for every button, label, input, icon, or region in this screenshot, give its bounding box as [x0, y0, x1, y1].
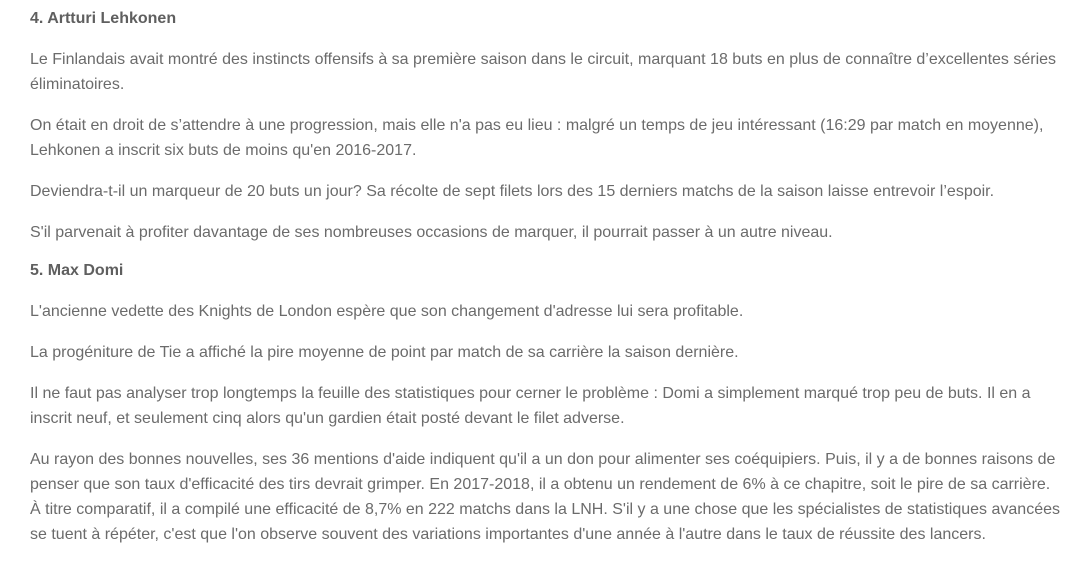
paragraph: S'il parvenait à profiter davantage de ses nombreuses occasions de marquer, il pourrait passer à un autre niveau. — [30, 224, 833, 241]
paragraph: Au rayon des bonnes nouvelles, ses 36 mentions d'aide indiquent qu'il a un don pour alimenter ses coéquipiers. Puis, il y a de bonnes raisons de penser que son taux d'efficacité des tirs devrait grimper. En 2017-2018, il a obtenu un rendement de 6% à ce chapitre, soit le pire de sa carrière. À titre comparatif, il a compilé une efficacité de 8,7% en 222 matchs dans la LNH. S'il y a une chose que les spécialistes de statistiques avancées se tuent à répéter, c'est que l'on observe souvent des variations importantes d'une année à l'autre dans le taux de réussite des lancers. — [30, 451, 1060, 543]
paragraph: Il ne faut pas analyser trop longtemps la feuille des statistiques pour cerner le problème : Domi a simplement marqué trop peu de buts. Il en a inscrit neuf, et seulement cinq alors qu'un gardien était posté devant le filet adverse. — [30, 385, 1031, 427]
paragraph: Deviendra-t-il un marqueur de 20 buts un jour? Sa récolte de sept filets lors des 15 derniers matchs de la saison laisse entrevoir l’espoir. — [30, 183, 995, 200]
paragraph: Le Finlandais avait montré des instincts offensifs à sa première saison dans le circuit, marquant 18 buts en plus de connaître d’excellentes séries éliminatoires. — [30, 51, 1057, 93]
paragraph: L'ancienne vedette des Knights de London espère que son changement d'adresse lui sera profitable. — [30, 303, 744, 320]
article-body — [30, 9, 1062, 563]
paragraph: On était en droit de s’attendre à une progression, mais elle n'a pas eu lieu : malgré un temps de jeu intéressant (16:29 par match en moyenne), Lehkonen a inscrit six buts de moins qu'en 2016-2017. — [30, 117, 1044, 159]
section-heading-domi: 5. Max Domi — [30, 262, 124, 279]
paragraph: La progéniture de Tie a affiché la pire moyenne de point par match de sa carrière la saison dernière. — [30, 344, 739, 361]
section-heading-lehkonen: 4. Artturi Lehkonen — [30, 10, 177, 27]
